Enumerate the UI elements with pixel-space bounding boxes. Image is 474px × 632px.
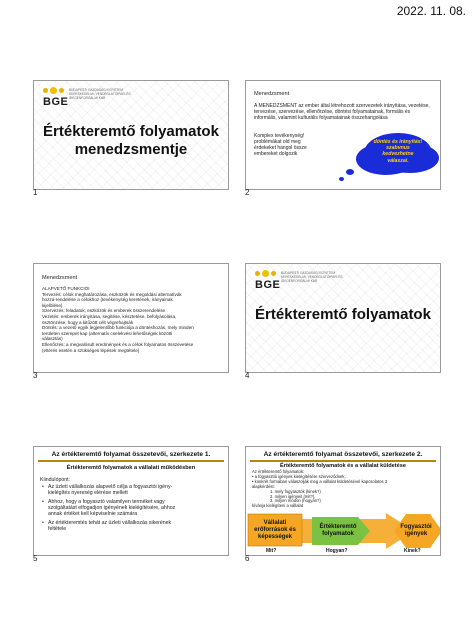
cloud-bubble xyxy=(339,177,344,181)
slide-6-subtitle: Értékteremtő folyamatok és a vállalat küldetése xyxy=(280,463,406,469)
slide-5-bullet: Az üzleti vállalkozás alapvető célja a fogyasztói igény- kielégítés nyereség elérése mellett xyxy=(48,484,173,497)
question-what: Mit? xyxy=(266,548,277,554)
box-resources-label: Vállalati erőforrások és képességek xyxy=(254,519,296,540)
title-underline xyxy=(38,460,224,462)
cloud-text: döntés és irányítás! szabvnus kedvezhetne válaszai. xyxy=(373,139,423,164)
slide-5-title: Az értékteremtő folyamat összetevői, szerkezete 1. xyxy=(51,451,211,458)
logo-text: BGE xyxy=(43,96,69,108)
bullet-dot: • xyxy=(42,499,44,505)
logo-subtitle: BUDAPESTI GAZDASÁGI EGYETEM KERESKEDELMI, VENDÉGLÁTÓIPARI ÉS IDEGENFORGALMI KAR xyxy=(69,88,131,100)
logo-subtitle: BUDAPESTI GAZDASÁGI EGYETEM KERESKEDELMI, VENDÉGLÁTÓIPARI ÉS IDEGENFORGALMI KAR xyxy=(281,271,343,283)
slide-number: 6 xyxy=(245,554,250,563)
slide-2-text: A MENEDZSMENT az ember által létrehozott szervezetek irányítása, vezetése, tervezése, szervezése, ellenőrzése, döntési folyamatainak, formális és informális, valamint kulturális folyamatainak összehangolása xyxy=(254,103,430,121)
bge-logo xyxy=(43,87,131,108)
slide-number: 3 xyxy=(33,371,38,380)
slide-5-intro: Kiindulópont: xyxy=(40,477,70,483)
slide-1 xyxy=(33,80,229,190)
slide-5-bullet: Ahhoz, hogy a fogyasztó valamilyen terméket vagy szolgáltatást elfogadjon igényének kielégítésére, ahhoz annak értéket kell képviselnie számára xyxy=(48,499,176,518)
slide-number: 5 xyxy=(33,554,38,563)
slide-3-text: ALAPVETŐ FUNKCIÓI Tervezés: célok meghatározása, eszközök és megoldási alternatívák hozzá-rendelése a célokhoz (tevékenység keretének, irányainak kijelölése) Szervezés: feladatok, eszközök és emberek összerendelése Vezetés: emberek irányítása, segítése, késztetése, befolyásolása, ösztönzése, hogy a kitűzött célt végrehajtsák Döntés: a vezető egyik legjelentőbb funkciója a döntéshozás, mely minden területen szerepet kap (alternatív cselekvési lehetőségek közötti választás) Ellenőrzés: a megvalósult eredmények és a célok folyamatos összevetése (eltérés esetén a szükséges lépések megtétele) xyxy=(42,286,194,353)
slide-number: 4 xyxy=(245,371,250,380)
slide-number: 1 xyxy=(33,188,38,197)
question-how: Hogyan? xyxy=(326,548,348,554)
bullet-dot: • xyxy=(42,484,44,490)
slide-number: 2 xyxy=(245,188,250,197)
cloud-bubble xyxy=(346,169,354,175)
page-date: 2022. 11. 08. xyxy=(396,4,466,18)
slide-4 xyxy=(245,263,441,373)
bge-logo xyxy=(255,270,343,291)
title-underline xyxy=(250,460,436,462)
question-whom: Kinek? xyxy=(404,548,421,554)
slide-3-heading: Menedzsment xyxy=(42,275,78,281)
logo-text: BGE xyxy=(255,279,281,291)
slide-2-heading: Menedzsment xyxy=(254,91,290,97)
slide-6-text: Az értékteremtő folyamatok: • a fogyasztói igények kielégítésére szerveződnek, • konkrét formában válaszolják meg a vállalat küldetésével kapcsolatos 3 alapkérdést: 1. mely fogyasztók (kinek?) 2. milyen igényeit (mit?), 3. milyen módon (hogyan?) kívánja kielégíteni a vállalat xyxy=(252,469,388,509)
slide-3 xyxy=(33,263,229,373)
slide-2 xyxy=(245,80,441,190)
box-process-label: Értékteremtő folyamatok xyxy=(319,524,357,537)
slide-2-note: Komplex tevékenység! problémákat old meg érdekeket hangol össze embereket dolgozik xyxy=(254,133,307,157)
slide-5 xyxy=(33,446,229,556)
slide-5-bullet: Az értékteremtés tehát az üzleti vállalkozás sikerének feltétele xyxy=(48,520,172,533)
bullet-dot: • xyxy=(42,520,44,526)
slide-4-title: Értékteremtő folyamatok xyxy=(255,306,431,323)
slide-5-subtitle: Értékteremtő folyamatok a vállalati működésben xyxy=(66,465,196,471)
slide-6-title: Az értékteremtő folyamat összetevői, szerkezete 2. xyxy=(263,451,423,458)
slide-6 xyxy=(245,446,441,556)
box-needs-label: Fogyasztói igények xyxy=(400,524,432,537)
slide-1-title: Értékteremtő folyamatok menedzsmentje xyxy=(43,123,219,158)
